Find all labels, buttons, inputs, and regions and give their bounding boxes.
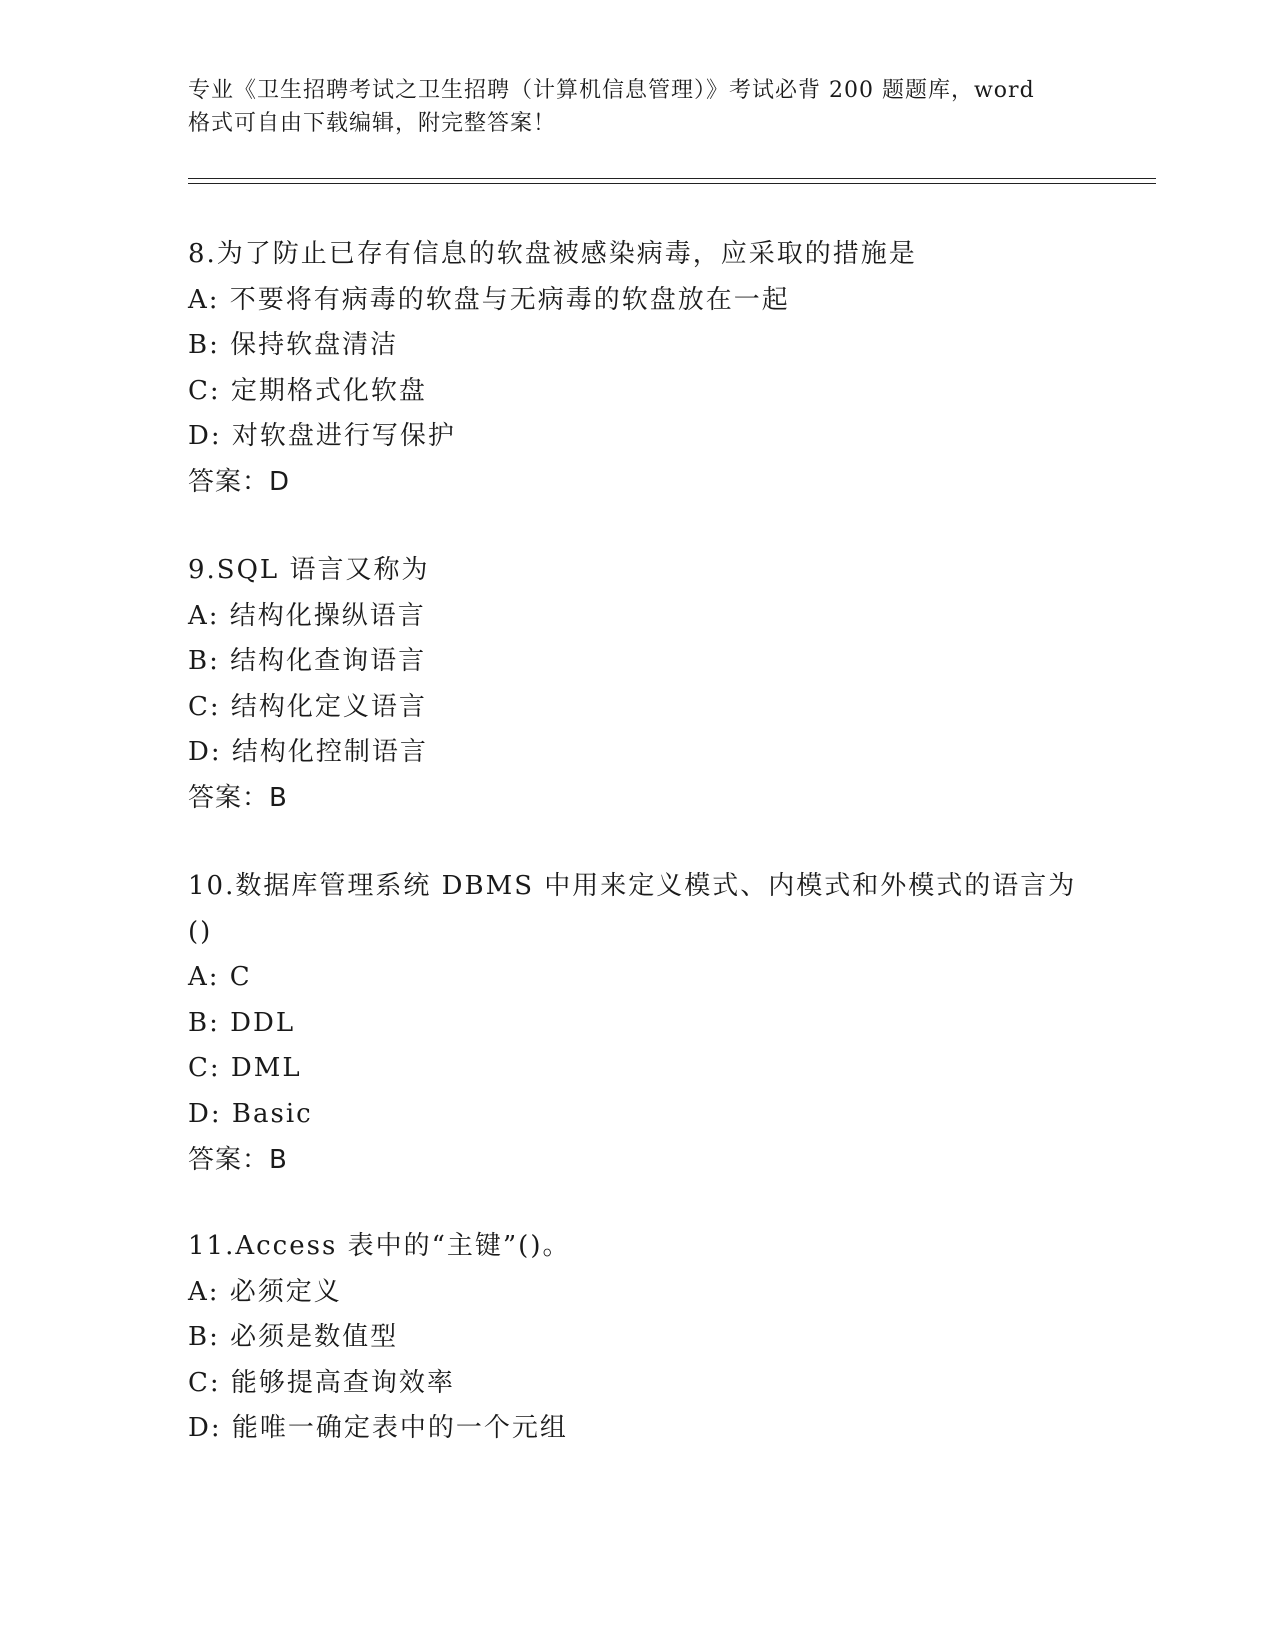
answer: 答案：B bbox=[188, 1144, 288, 1175]
answer: 答案：B bbox=[188, 782, 288, 813]
option-d: D: 结构化控制语言 bbox=[188, 737, 428, 768]
option-d: D: 能唯一确定表中的一个元组 bbox=[188, 1413, 568, 1444]
document-header bbox=[188, 74, 1088, 140]
header-line-1: 专业《卫生招聘考试之卫生招聘（计算机信息管理）》考试必背 200 题题库，word bbox=[188, 78, 1035, 103]
answer: 答案：D bbox=[188, 466, 291, 497]
option-b: B: 保持软盘清洁 bbox=[188, 330, 399, 361]
question-9 bbox=[188, 548, 1088, 822]
question-stem: 9.SQL 语言又称为 bbox=[188, 555, 430, 585]
question-10 bbox=[188, 864, 1088, 1183]
option-d: D: Basic bbox=[188, 1098, 313, 1129]
option-d: D: 对软盘进行写保护 bbox=[188, 421, 456, 452]
option-a: A: 不要将有病毒的软盘与无病毒的软盘放在一起 bbox=[188, 284, 790, 315]
header-line-2: 格式可自由下载编辑，附完整答案！ bbox=[188, 111, 557, 136]
question-stem-continuation: () bbox=[188, 916, 213, 947]
option-c: C: 结构化定义语言 bbox=[188, 691, 427, 722]
option-b: B: 必须是数值型 bbox=[188, 1322, 399, 1353]
option-b: B: DDL bbox=[188, 1007, 296, 1038]
question-stem: 8.为了防止已存有信息的软盘被感染病毒，应采取的措施是 bbox=[188, 239, 917, 269]
option-c: C: DML bbox=[188, 1053, 302, 1084]
option-b: B: 结构化查询语言 bbox=[188, 646, 427, 677]
header-divider-top bbox=[188, 178, 1156, 179]
header-divider-bottom bbox=[188, 183, 1156, 184]
option-a: A: 结构化操纵语言 bbox=[188, 600, 426, 631]
option-c: C: 定期格式化软盘 bbox=[188, 375, 427, 406]
question-11 bbox=[188, 1224, 1088, 1452]
option-c: C: 能够提高查询效率 bbox=[188, 1367, 455, 1398]
option-a: A: C bbox=[188, 962, 252, 993]
option-a: A: 必须定义 bbox=[188, 1276, 342, 1307]
question-8 bbox=[188, 232, 1088, 506]
question-stem: 11.Access 表中的“主键”()。 bbox=[188, 1231, 571, 1261]
question-stem: 10.数据库管理系统 DBMS 中用来定义模式、内模式和外模式的语言为 bbox=[188, 871, 1077, 901]
